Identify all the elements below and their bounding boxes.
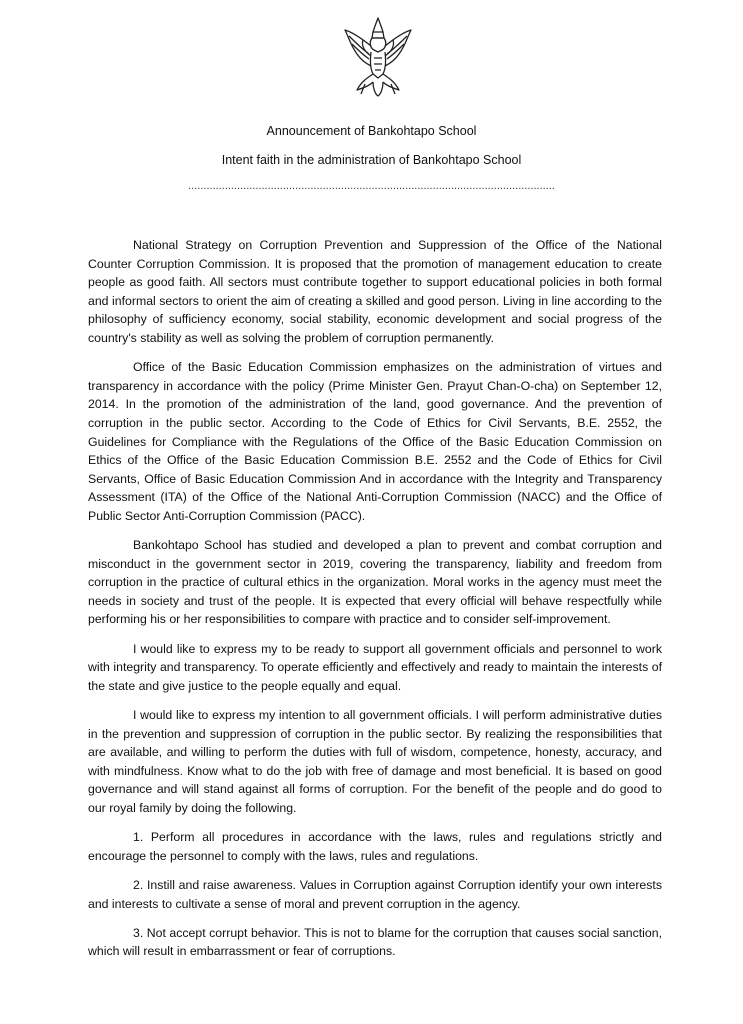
- paragraph-intention: I would like to express my intention to all government officials. I will perform administrative duties in the prevention and suppression of corruption in the public sector. By realizing the responsibilities that are available, and willing to perform the duties with full of wisdom, competence, honesty, accuracy, and with mindfulness. Know what to do the job with free of damage and most beneficial. It is based on good governance and will stand against all forms of corruption. For the benefit of the people and do good to our royal family by doing the following.: [88, 708, 662, 815]
- announcement-subtitle: Intent faith in the administration of Bankohtapo School: [221, 153, 522, 167]
- paragraph-national-strategy: National Strategy on Corruption Prevention and Suppression of the Office of the National Counter Corruption Commission. It is proposed that the promotion of management education to create people as good faith. All sectors must contribute together to support educational policies in both formal and informal sectors to orient the aim of creating a skilled and good person. Living in line according to the philosophy of sufficiency economy, social stability, economic development and social progress of the country's stability as well as solving the problem of corruption permanently.: [88, 238, 662, 345]
- paragraph-basic-education-commission: Office of the Basic Education Commission emphasizes on the administration of virtues and transparency in accordance with the policy (Prime Minister Gen. Prayut Chan-O-cha) on September 12, 2014. In the promotion of the administration of the land, good governance. And the prevention of corruption in the public sector. According to the Code of Ethics for Civil Servants, B.E. 2552, the Guidelines for Compliance with the Regulations of the Office of the Basic Education Commission on Ethics of the Office of the Basic Education Commission B.E. 2552 and the Code of Ethics for Civil Servants, Office of Basic Education Commission And in accordance with the Integrity and Transparency Assessment (ITA) of the Office of the National Anti-Corruption Commission (NACC) and the Office of Public Sector Anti-Corruption Commission (PACC).: [88, 360, 662, 523]
- list-item-2: 2. Instill and raise awareness. Values in Corruption against Corruption identify your own interests and interests to cultivate a sense of moral and prevent corruption in the agency.: [88, 877, 662, 911]
- list-item-1: 1. Perform all procedures in accordance with the laws, rules and regulations strictly and encourage the personnel to comply with the laws, rules and regulations.: [88, 830, 662, 863]
- garuda-emblem-icon: [343, 16, 413, 98]
- announcement-title: Announcement of Bankohtapo School: [266, 124, 477, 138]
- announcement-body: [88, 236, 662, 972]
- paragraph-support-officials: I would like to express my to be ready to support all government officials and personnel to work with integrity and transparency. To operate efficiently and effectively and ready to maintain the interests of the state and give justice to the people equally and equal.: [88, 641, 662, 693]
- dotted-separator: ........................................................................................................................: [188, 180, 555, 192]
- list-item-3: 3. Not accept corrupt behavior. This is not to blame for the corruption that causes social sanction, which will result in embarrassment or fear of corruptions.: [88, 925, 662, 959]
- paragraph-school-plan: Bankohtapo School has studied and developed a plan to prevent and combat corruption and misconduct in the government sector in 2019, covering the transparency, liability and freedom from corruption in the practice of cultural ethics in the organization. Moral works in the agency must meet the needs in society and trust of the people. It is expected that every official will behave respectfully while performing his or her responsibilities to compare with practice and to consider self-improvement.: [88, 538, 662, 627]
